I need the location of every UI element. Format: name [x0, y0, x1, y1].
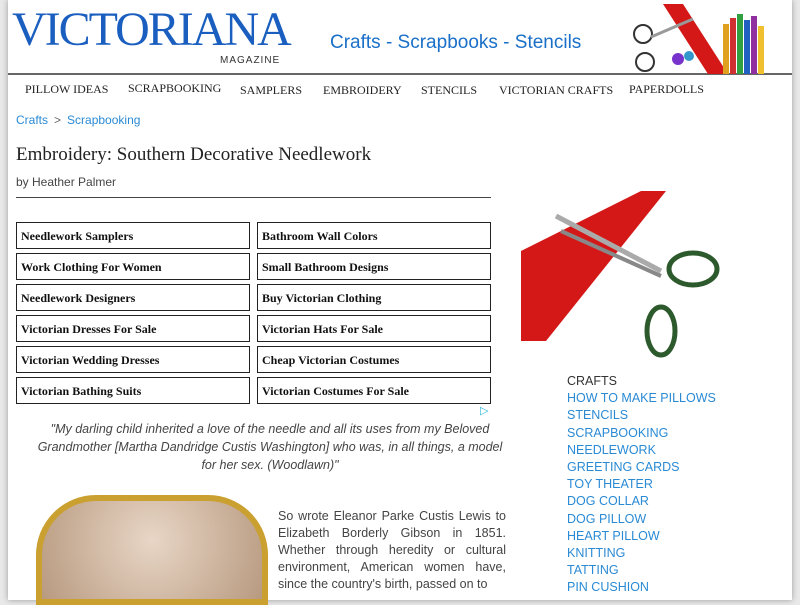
nav-scrapbooking[interactable]: SCRAPBOOKING	[128, 81, 222, 95]
nav-samplers[interactable]: SAMPLERS	[240, 83, 303, 97]
ad-choices-icon[interactable]: ▷	[480, 405, 489, 417]
page-title: Embroidery: Southern Decorative Needlework	[16, 144, 372, 165]
ad-link[interactable]: Bathroom Wall Colors	[257, 222, 491, 249]
sidebar-link[interactable]: NEEDLEWORK	[567, 442, 656, 457]
ad-link[interactable]: Victorian Dresses For Sale	[16, 315, 250, 342]
site-logo[interactable]	[12, 2, 290, 57]
ad-link[interactable]: Needlework Samplers	[16, 222, 250, 249]
nav-victorian-crafts[interactable]: VICTORIAN CRAFTS	[499, 83, 614, 97]
nav-stencils[interactable]: STENCILS	[421, 83, 478, 97]
sidebar-link[interactable]: SCRAPBOOKING	[567, 425, 669, 440]
breadcrumb-scrapbooking[interactable]: Scrapbooking	[67, 113, 141, 127]
sidebar-link[interactable]: TATTING	[567, 563, 619, 578]
logo-text: VICTORIANA	[12, 3, 290, 56]
ad-link[interactable]: Needlework Designers	[16, 284, 250, 311]
sidebar-link[interactable]: KNITTING	[567, 546, 626, 561]
ad-links-grid	[16, 222, 491, 404]
scissors-pencils-image	[623, 4, 768, 74]
nav-embroidery[interactable]: EMBROIDERY	[323, 83, 402, 97]
site-header	[8, 0, 792, 75]
nav-pillow-ideas[interactable]: PILLOW IDEAS	[25, 82, 109, 96]
victorian-woman-portrait	[36, 495, 268, 605]
divider	[16, 197, 491, 198]
article-body: So wrote Eleanor Parke Custis Lewis to Elizabeth Borderly Gibson in 1851. Whether through heredity or cultural environment, American women have, since the country's birth, passed on to	[278, 509, 506, 591]
sidebar-link[interactable]: STENCILS	[567, 408, 629, 423]
breadcrumb	[16, 113, 140, 127]
sidebar-crafts	[567, 373, 716, 597]
page	[8, 0, 792, 600]
ad-link[interactable]: Victorian Wedding Dresses	[16, 346, 250, 373]
breadcrumb-crafts[interactable]: Crafts	[16, 113, 49, 127]
sidebar-link[interactable]: GREETING CARDS	[567, 460, 680, 475]
article-quote: "My darling child inherited a love of the needle and all its uses from my Beloved Grandmother [Martha Dandridge Custis Washington] who was, in all things, a model for her sex. (Woodlawn)"	[37, 422, 503, 472]
ad-link[interactable]: Small Bathroom Designs	[257, 253, 491, 280]
sidebar-link[interactable]: HOW TO MAKE PILLOWS	[567, 391, 716, 406]
logo-subtitle: MAGAZINE	[220, 55, 281, 66]
tagline: Crafts - Scrapbooks - Stencils	[330, 32, 582, 53]
nav-paperdolls[interactable]: PAPERDOLLS	[629, 82, 704, 96]
ad-link[interactable]: Buy Victorian Clothing	[257, 284, 491, 311]
ad-link[interactable]: Work Clothing For Women	[16, 253, 250, 280]
sidebar-link[interactable]: DOG COLLAR	[567, 494, 649, 509]
ad-link[interactable]: Victorian Costumes For Sale	[257, 377, 491, 404]
sidebar-link[interactable]: HEART PILLOW	[567, 528, 660, 543]
ad-link[interactable]: Victorian Hats For Sale	[257, 315, 491, 342]
breadcrumb-separator: >	[54, 113, 62, 127]
scissors-ribbon-image	[521, 191, 721, 361]
ad-link[interactable]: Victorian Bathing Suits	[16, 377, 250, 404]
sidebar-link[interactable]: PIN CUSHION	[567, 580, 649, 595]
sidebar-heading: CRAFTS	[567, 374, 617, 388]
ad-link[interactable]: Cheap Victorian Costumes	[257, 346, 491, 373]
byline: by Heather Palmer	[16, 175, 117, 189]
sidebar-link[interactable]: TOY THEATER	[567, 477, 653, 492]
sidebar-link[interactable]: DOG PILLOW	[567, 511, 647, 526]
